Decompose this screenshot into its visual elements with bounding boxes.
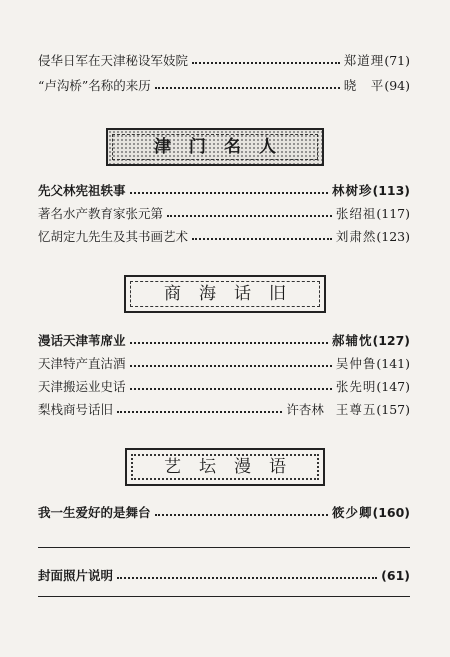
leader-dots	[117, 410, 282, 413]
divider-bottom	[38, 596, 410, 597]
entry-page: ( 113 )	[372, 183, 410, 198]
entry-title: 忆胡定九先生及其书画艺术	[38, 229, 189, 244]
entry-author: 晓 平	[343, 78, 385, 93]
entry-page: ( 71 )	[384, 53, 410, 68]
entry-author: 张先明	[335, 379, 377, 394]
entry-page: ( 157 )	[376, 402, 410, 417]
leader-dots	[192, 61, 340, 64]
entry-author: 郑道理	[343, 53, 385, 68]
toc-entry[interactable]	[38, 180, 410, 200]
leader-dots	[155, 513, 328, 516]
entry-title: 著名水产教育家张元第	[38, 206, 164, 221]
entry-author: 吴仲鲁	[335, 356, 377, 371]
entry-title: 天津搬运业史话	[38, 379, 126, 394]
leader-dots	[130, 364, 332, 367]
entry-title: 天津特产直沽酒	[38, 356, 126, 371]
entry-title: 梨栈商号话旧	[38, 402, 114, 417]
entry-title: 封面照片说明	[38, 568, 114, 583]
toc-entry[interactable]	[38, 50, 410, 70]
entry-page: ( 123 )	[376, 229, 410, 244]
entry-title: 侵华日军在天津秘设军妓院	[38, 53, 189, 68]
section-heading-yitan-manyu	[125, 448, 325, 486]
toc-entry[interactable]	[38, 399, 410, 419]
entry-title: 我一生爱好的是舞台	[38, 505, 151, 520]
toc-entry[interactable]	[38, 330, 410, 350]
section-heading-shanghai-huajiu	[124, 275, 326, 313]
leader-dots	[130, 191, 328, 194]
section-title: 津门名人	[154, 137, 294, 157]
leader-dots	[155, 86, 340, 89]
entry-author: 刘肃然	[335, 229, 377, 244]
toc-entry[interactable]	[38, 502, 410, 522]
leader-dots	[192, 237, 332, 240]
entry-page: ( 127 )	[372, 333, 410, 348]
entry-page: ( 141 )	[376, 356, 410, 371]
toc-entry[interactable]	[38, 353, 410, 373]
entry-title: “卢沟桥”名称的来历	[38, 78, 151, 93]
toc-entry[interactable]	[38, 203, 410, 223]
toc-entry[interactable]	[38, 376, 410, 396]
entry-author: 筱少卿	[331, 505, 373, 520]
leader-dots	[130, 387, 332, 390]
entry-page: ( 147 )	[376, 379, 410, 394]
toc-entry-cover-photo[interactable]	[38, 565, 410, 585]
entry-author: 张绍祖	[335, 206, 377, 221]
toc-entry[interactable]	[38, 226, 410, 246]
entry-title: 先父林宪祖轶事	[38, 183, 126, 198]
toc-entry[interactable]	[38, 75, 410, 95]
entry-coauthor: 许杏林	[286, 402, 324, 417]
divider-top	[38, 547, 410, 548]
entry-author: 林树珍	[331, 183, 373, 198]
entry-author: 王尊五	[335, 402, 377, 417]
leader-dots	[117, 576, 377, 579]
entry-page: ( 94 )	[384, 78, 410, 93]
section-heading-jinmen-mingren	[106, 128, 324, 166]
entry-author: 郝辅忱	[331, 333, 373, 348]
leader-dots	[130, 341, 328, 344]
leader-dots	[167, 214, 332, 217]
entry-title: 漫话天津苇席业	[38, 333, 126, 348]
entry-page: ( 117 )	[376, 206, 410, 221]
section-title: 艺坛漫语	[146, 456, 304, 478]
entry-page: ( 61 )	[381, 568, 410, 583]
section-title: 商海话旧	[146, 283, 304, 305]
entry-page: ( 160 )	[372, 505, 410, 520]
